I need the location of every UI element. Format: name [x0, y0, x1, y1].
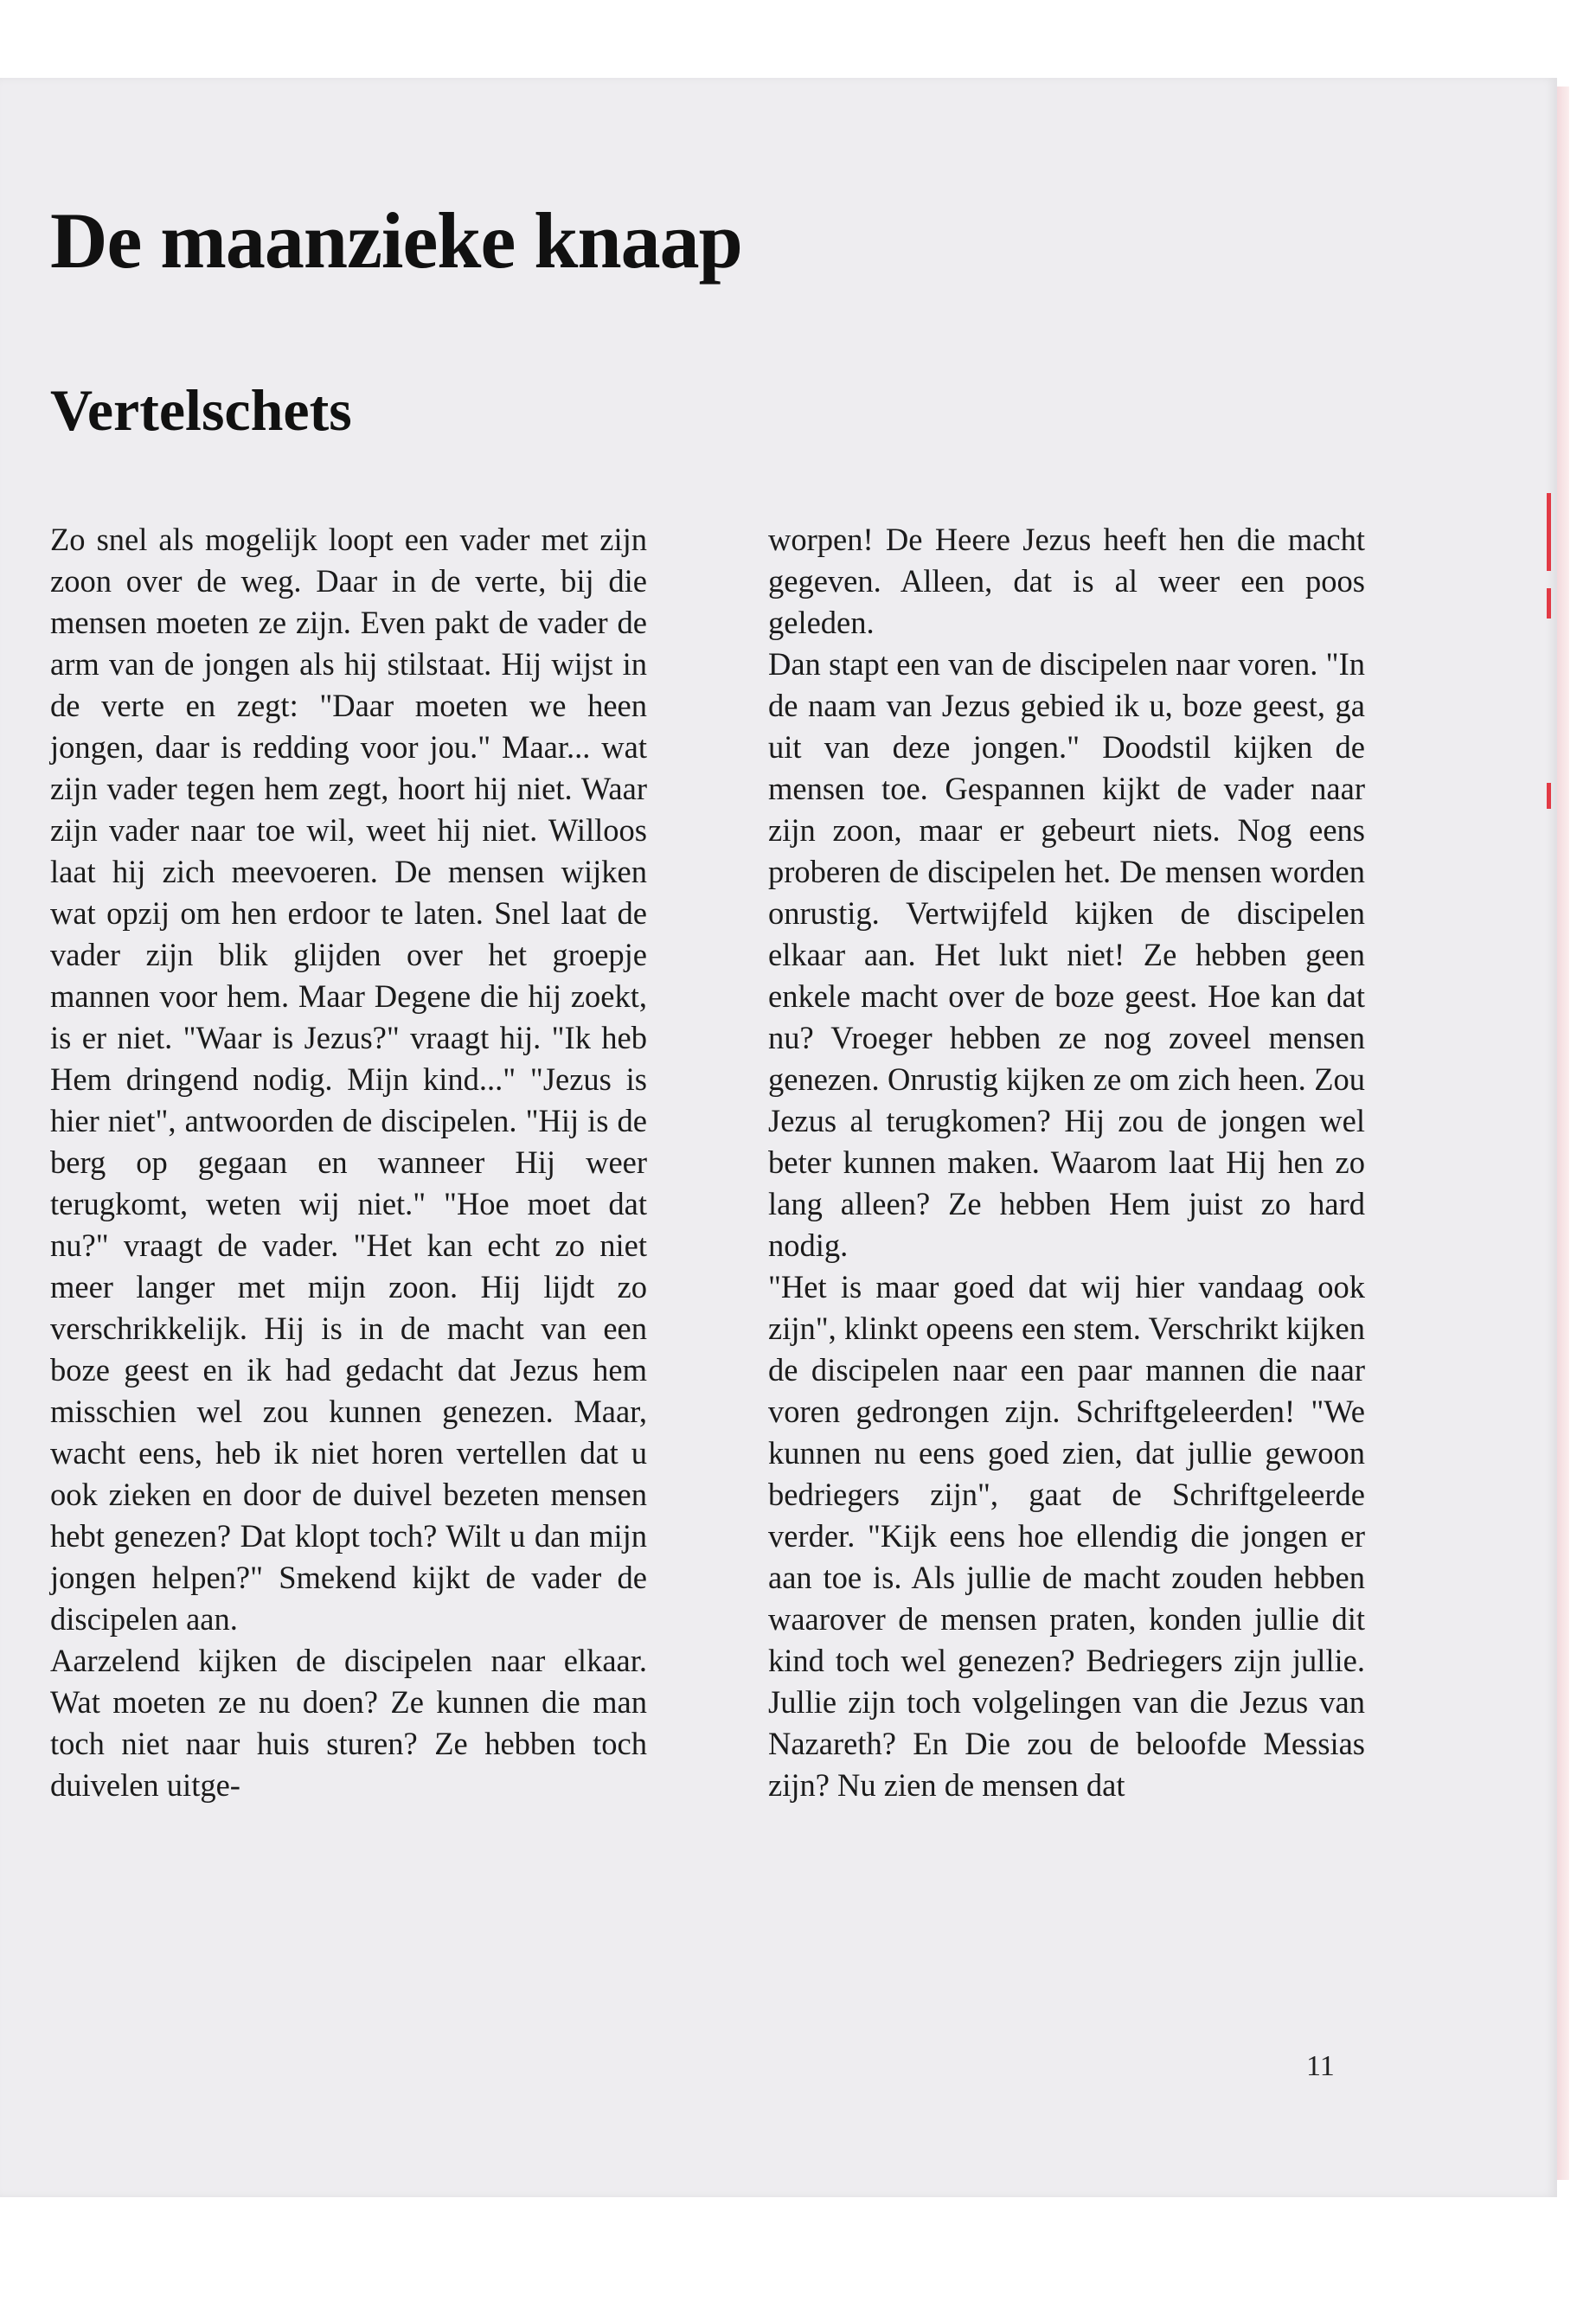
page-number: 11: [1306, 2050, 1335, 2082]
page-edge-mark: [1547, 588, 1551, 619]
paragraph: Dan stapt een van de discipelen naar voren. "In de naam van Jezus gebied ik u, boze geest, ga uit van deze jongen." Doodstil kijken de mensen toe. Gespannen kijkt de vader naar zijn zoon, maar er gebeurt niets. Nog eens proberen de discipelen het. De mensen worden onrustig. Vertwijfeld kijken de discipelen elkaar aan. Het lukt niet! Ze hebben geen enkele macht over de boze geest. Hoe kan dat nu? Vroeger hebben ze nog zoveel mensen genezen. Onrustig kijken ze om zich heen. Zou Jezus al terugkomen? Hij zou de jongen wel beter kunnen maken. Waarom laat Hij hen zo lang alleen? Ze hebben Hem juist zo hard nodig.: [768, 646, 1365, 1263]
article-subtitle: Vertelschets: [50, 377, 352, 443]
paragraph: Aarzelend kijken de discipelen naar elkaar. Wat moeten ze nu doen? Ze kunnen die man toch niet naar huis sturen? Ze hebben toch duivelen uitge-: [50, 1643, 647, 1803]
page-edge-mark: [1547, 783, 1551, 809]
paragraph: "Het is maar goed dat wij hier vandaag ook zijn", klinkt opeens een stem. Verschrikt kijken de discipelen naar een paar mannen die naar voren gedrongen zijn. Schriftgeleerden! "We kunnen nu eens goed zien, dat jullie gewoon bedriegers zijn", gaat de Schriftgeleerde verder. "Kijk eens hoe ellendig die jongen er aan toe is. Als jullie de macht zouden hebben waarover de mensen praten, konden jullie dit kind toch wel genezen? Bedriegers zijn jullie. Jullie zijn toch volgelingen van die Jezus van Nazareth? En Die zou de beloofde Messias zijn? Nu zien de mensen dat: [768, 1269, 1365, 1803]
page-edge-mark: [1547, 493, 1551, 571]
paragraph: Zo snel als mogelijk loopt een vader met zijn zoon over de weg. Daar in de verte, bij die mensen moeten ze zijn. Even pakt de vader de arm van de jongen als hij stilstaat. Hij wijst in de verte en zegt: "Daar moeten we heen jongen, daar is redding voor jou." Maar... wat zijn vader tegen hem zegt, hoort hij niet. Waar zijn vader naar toe wil, weet hij niet. Willoos laat hij zich meevoeren. De mensen wijken wat opzij om hen erdoor te laten. Snel laat de vader zijn blik glijden over het groepje mannen voor hem. Maar Degene die hij zoekt, is er niet. "Waar is Jezus?" vraagt hij. "Ik heb Hem dringend nodig. Mijn kind..." "Jezus is hier niet", antwoorden de discipelen. "Hij is de berg op gegaan en wanneer Hij weer terugkomt, weten wij niet." "Hoe moet dat nu?" vraagt de vader. "Het kan echt zo niet meer langer met mijn zoon. Hij lijdt zo verschrikkelijk. Hij is in de macht van een boze geest en ik had gedacht dat Jezus hem misschien wel zou kunnen genezen. Maar, wacht eens, heb ik niet horen vertellen dat u ook zieken en door de duivel bezeten mensen hebt genezen? Dat klopt toch? Wilt u dan mijn jongen helpen?" Smekend kijkt de vader de discipelen aan.: [50, 522, 647, 1637]
paragraph: worpen! De Heere Jezus heeft hen die macht gegeven. Alleen, dat is al weer een poos geleden.: [768, 522, 1365, 640]
text-column-right: [768, 519, 1365, 1806]
text-column-left: [50, 519, 647, 1806]
page-edge: [1557, 87, 1569, 2180]
article-title: De maanzieke knaap: [50, 196, 742, 285]
